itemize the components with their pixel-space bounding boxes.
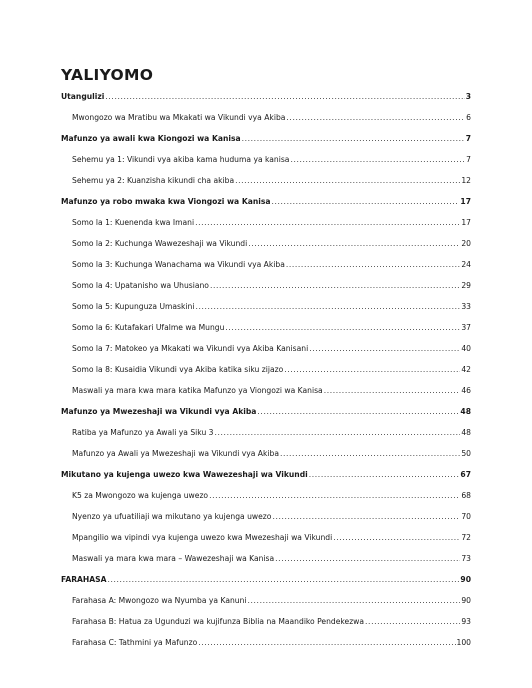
toc-subsection-entry[interactable] xyxy=(61,281,471,302)
toc-dot-leader xyxy=(215,428,461,437)
toc-page-number: 20 xyxy=(461,239,471,248)
toc-page-number: 7 xyxy=(466,155,471,164)
toc-entry-label: Mwongozo wa Mratibu wa Mkakati wa Vikundi vya Akiba xyxy=(72,113,286,122)
toc-entry-label: Maswali ya mara kwa mara katika Mafunzo ya Viongozi wa Kanisa xyxy=(72,386,323,395)
toc-page-number: 48 xyxy=(460,407,471,416)
toc-page-number: 90 xyxy=(460,575,471,584)
page-title: YALIYOMO xyxy=(61,66,154,84)
toc-dot-leader xyxy=(272,512,460,521)
toc-dot-leader xyxy=(286,113,465,122)
toc-subsection-entry[interactable] xyxy=(61,638,471,659)
toc-subsection-entry[interactable] xyxy=(61,554,471,575)
toc-entry-label: Farahasa C: Tathmini ya Mafunzo xyxy=(72,638,198,647)
toc-page-number: 46 xyxy=(461,386,471,395)
toc-entry-label: Nyenzo ya ufuatiliaji wa mikutano ya kujenga uwezo xyxy=(72,512,272,521)
toc-page-number: 29 xyxy=(461,281,471,290)
toc-dot-leader xyxy=(275,554,460,563)
toc-subsection-entry[interactable] xyxy=(61,176,471,197)
toc-section-entry[interactable] xyxy=(61,407,471,428)
toc-dot-leader xyxy=(286,260,460,269)
toc-page-number: 90 xyxy=(461,596,471,605)
toc-entry-label: Ratiba ya Mafunzo ya Awali ya Siku 3 xyxy=(72,428,214,437)
toc-entry-label: Somo la 2: Kuchunga Wawezeshaji wa Vikundi xyxy=(72,239,248,248)
toc-dot-leader xyxy=(284,365,460,374)
toc-page-number: 17 xyxy=(461,218,471,227)
toc-dot-leader xyxy=(195,218,460,227)
toc-subsection-entry[interactable] xyxy=(61,113,471,134)
toc-subsection-entry[interactable] xyxy=(61,302,471,323)
toc-dot-leader xyxy=(248,239,460,248)
toc-entry-label: Somo la 8: Kusaidia Vikundi vya Akiba katika siku zijazo xyxy=(72,365,284,374)
toc-dot-leader xyxy=(242,134,465,143)
toc-entry-label: Farahasa B: Hatua za Ugunduzi wa kujifunza Biblia na Maandiko Pendekezwa xyxy=(72,617,365,626)
toc-dot-leader xyxy=(280,449,460,458)
toc-entry-label: Sehemu ya 1: Vikundi vya akiba kama huduma ya kanisa xyxy=(72,155,290,164)
toc-page-number: 70 xyxy=(461,512,471,521)
toc-page-number: 24 xyxy=(461,260,471,269)
table-of-contents xyxy=(61,92,471,659)
toc-dot-leader xyxy=(210,281,460,290)
toc-page-number: 37 xyxy=(461,323,471,332)
toc-entry-label: Somo la 6: Kutafakari Ufalme wa Mungu xyxy=(72,323,225,332)
toc-dot-leader xyxy=(225,323,460,332)
toc-entry-label: Maswali ya mara kwa mara – Wawezeshaji wa Kanisa xyxy=(72,554,275,563)
toc-page-number: 3 xyxy=(465,92,471,101)
toc-section-entry[interactable] xyxy=(61,134,471,155)
toc-entry-label: Mafunzo ya robo mwaka kwa Viongozi wa Kanisa xyxy=(61,197,271,206)
toc-page-number: 100 xyxy=(456,638,471,647)
toc-entry-label: Sehemu ya 2: Kuanzisha kikundi cha akiba xyxy=(72,176,235,185)
toc-subsection-entry[interactable] xyxy=(61,239,471,260)
toc-subsection-entry[interactable] xyxy=(61,260,471,281)
toc-dot-leader xyxy=(235,176,460,185)
toc-page-number: 6 xyxy=(466,113,471,122)
toc-entry-label: Somo la 5: Kupunguza Umaskini xyxy=(72,302,195,311)
toc-subsection-entry[interactable] xyxy=(61,155,471,176)
toc-subsection-entry[interactable] xyxy=(61,323,471,344)
toc-page-number: 40 xyxy=(461,344,471,353)
toc-page-number: 42 xyxy=(461,365,471,374)
toc-page-number: 73 xyxy=(461,554,471,563)
toc-page-number: 17 xyxy=(460,197,471,206)
toc-dot-leader xyxy=(257,407,459,416)
toc-dot-leader xyxy=(290,155,465,164)
toc-entry-label: Mafunzo ya Awali ya Mwezeshaji wa Vikundi vya Akiba xyxy=(72,449,279,458)
toc-section-entry[interactable] xyxy=(61,92,471,113)
toc-page-number: 33 xyxy=(461,302,471,311)
toc-dot-leader xyxy=(195,302,460,311)
toc-page-number: 50 xyxy=(461,449,471,458)
toc-dot-leader xyxy=(248,596,461,605)
toc-subsection-entry[interactable] xyxy=(61,533,471,554)
toc-dot-leader xyxy=(309,470,460,479)
toc-subsection-entry[interactable] xyxy=(61,428,471,449)
toc-subsection-entry[interactable] xyxy=(61,491,471,512)
toc-section-entry[interactable] xyxy=(61,197,471,218)
toc-page-number: 48 xyxy=(461,428,471,437)
toc-subsection-entry[interactable] xyxy=(61,596,471,617)
toc-dot-leader xyxy=(324,386,461,395)
toc-entry-label: Farahasa A: Mwongozo wa Nyumba ya Kanuni xyxy=(72,596,247,605)
toc-subsection-entry[interactable] xyxy=(61,365,471,386)
toc-page-number: 72 xyxy=(461,533,471,542)
toc-dot-leader xyxy=(272,197,460,206)
toc-dot-leader xyxy=(105,92,464,101)
toc-page-number: 68 xyxy=(461,491,471,500)
toc-dot-leader xyxy=(365,617,460,626)
toc-entry-label: Mpangilio wa vipindi vya kujenga uwezo kwa Mwezeshaji wa Vikundi xyxy=(72,533,333,542)
toc-page-number: 12 xyxy=(461,176,471,185)
toc-dot-leader xyxy=(108,575,460,584)
toc-subsection-entry[interactable] xyxy=(61,218,471,239)
toc-page-number: 67 xyxy=(460,470,471,479)
toc-entry-label: K5 za Mwongozo wa kujenga uwezo xyxy=(72,491,209,500)
toc-entry-label: Mafunzo ya Mwezeshaji wa Vikundi vya Akiba xyxy=(61,407,257,416)
toc-page-number: 7 xyxy=(465,134,471,143)
toc-entry-label: Somo la 1: Kuenenda kwa Imani xyxy=(72,218,195,227)
toc-subsection-entry[interactable] xyxy=(61,449,471,470)
toc-page-number: 93 xyxy=(461,617,471,626)
toc-subsection-entry[interactable] xyxy=(61,617,471,638)
toc-subsection-entry[interactable] xyxy=(61,512,471,533)
toc-subsection-entry[interactable] xyxy=(61,386,471,407)
toc-dot-leader xyxy=(333,533,460,542)
toc-dot-leader xyxy=(198,638,455,647)
toc-entry-label: Utangulizi xyxy=(61,92,105,101)
toc-dot-leader xyxy=(309,344,460,353)
toc-entry-label: Mikutano ya kujenga uwezo kwa Wawezeshaji wa Vikundi xyxy=(61,470,308,479)
toc-entry-label: Somo la 4: Upatanisho wa Uhusiano xyxy=(72,281,209,290)
toc-section-entry[interactable] xyxy=(61,575,471,596)
toc-subsection-entry[interactable] xyxy=(61,344,471,365)
toc-entry-label: Somo la 3: Kuchunga Wanachama wa Vikundi vya Akiba xyxy=(72,260,285,269)
toc-entry-label: Mafunzo ya awali kwa Kiongozi wa Kanisa xyxy=(61,134,241,143)
toc-entry-label: Somo la 7: Matokeo ya Mkakati wa Vikundi vya Akiba Kanisani xyxy=(72,344,309,353)
toc-dot-leader xyxy=(209,491,460,500)
toc-entry-label: FARAHASA xyxy=(61,575,107,584)
toc-section-entry[interactable] xyxy=(61,470,471,491)
